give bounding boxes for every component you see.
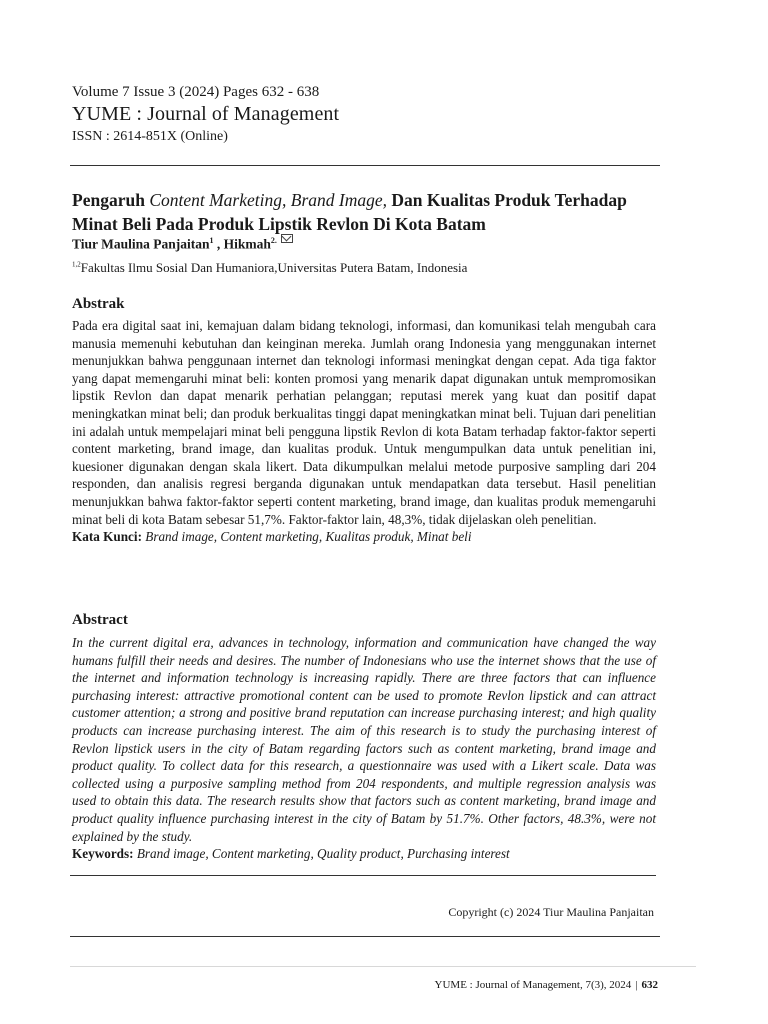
header-divider (70, 165, 660, 166)
author-2: Hikmah (223, 236, 271, 252)
authors: Tiur Maulina Panjaitan$^1$ , Hikmah$^{2.}$ (72, 236, 293, 253)
abstract-divider (70, 875, 656, 876)
volume-line: Volume 7 Issue 3 (2024) Pages 632 - 638 (72, 84, 320, 100)
affiliation: $^{1,2}$Fakultas Ilmu Sosial Dan Humaniora,Universitas Putera Batam, Indonesia (72, 260, 468, 275)
page-number: 632 (641, 979, 658, 991)
kata-kunci: Kata Kunci: Brand image, Content marketing, Kualitas produk, Minat beli (72, 529, 472, 545)
journal-title: YUME : Journal of Management (72, 103, 340, 125)
abstract-body (72, 634, 656, 863)
article-title: Pengaruh Content Marketing, Brand Image, Dan Kualitas Produk Terhadap Minat Beli Pada Produk Lipstik Revlon Di Kota Batam (72, 190, 627, 234)
email-icon[interactable] (281, 234, 293, 243)
footer-divider (70, 966, 696, 967)
page-footer: YUME : Journal of Management, 7(3), 2024 | 632 (434, 979, 658, 991)
abstrak-text: Pada era digital saat ini, kemajuan dalam bidang teknologi, informasi, dan komunikasi telah mengubah cara manusia memenuhi kebutuhan dan keinginan mereka. Jumlah orang Indonesia yang menggunakan internet menunjukkan bahwa penggunaan internet dan teknologi informasi meningkat dengan cepat. Ada tiga faktor yang dapat memengaruhi minat beli: konten promosi yang menarik dapat digunakan untuk mempromosikan lipstik Revlon dan dapat menarik perhatian pelanggan; reputasi merek yang kuat dan positif dapat meningkatkan minat beli; dan produk berkualitas tinggi dapat meningkatkan minat beli. Tujuan dari penelitian ini adalah untuk mempelajari minat beli pengguna lipstik Revlon di kota Batam terhadap faktor-faktor seperti content marketing, brand image, dan kualitas produk. Untuk mengumpulkan data untuk penelitian ini, kuesioner digunakan dengan skala likert. Data dikumpulkan melalui metode purposive sampling dari 204 responden, dan analisis regresi berganda digunakan untuk mendapatkan data tersebut. Hasil penelitian menunjukkan bahwa faktor-faktor seperti content marketing, brand image, dan kualitas produk memengaruhi minat beli di kota Batam sebesar 51,7%. Faktor-faktor lain, 48,3%, tidak dijelaskan oleh penelitian. (72, 318, 656, 527)
copyright-divider (70, 936, 660, 937)
abstrak-heading: Abstrak (72, 296, 125, 312)
abstract-heading: Abstract (72, 612, 128, 628)
footer-citation: YUME : Journal of Management, 7(3), 2024 (434, 979, 632, 991)
author-1: Tiur Maulina Panjaitan (72, 236, 210, 252)
abstrak-body (72, 317, 656, 546)
keywords: Keywords: Brand image, Content marketing, Quality product, Purchasing interest (72, 846, 510, 862)
abstract-text: In the current digital era, advances in technology, information and communication have changed the way humans fulfill their needs and desires. The number of Indonesians who use the internet shows that the use of the internet and information technology is increasing rapidly. There are three factors that can influence purchasing interest: attractive promotional content can be used to promote Revlon lipstick and can attract customer attention; a strong and positive brand reputation can increase purchasing interest; and high quality products can increase purchasing interest. The aim of this research is to study the purchasing interest of Revlon lipstick users in the city of Batam regarding factors such as content marketing, brand image and product quality. To collect data for this research, a questionnaire was used with a Likert scale. Data was collected using a purposive sampling method from 204 respondents, and multiple regression analysis was used to obtain this data. The research results show that factors such as content marketing, brand image and product quality influence purchasing interest in the city of Batam by 51.7%. Other factors, 48.3%, were not explained by the study. (72, 635, 656, 844)
issn: ISSN : 2614-851X (Online) (72, 129, 228, 144)
copyright: Copyright (c) 2024 Tiur Maulina Panjaitan (448, 905, 654, 919)
